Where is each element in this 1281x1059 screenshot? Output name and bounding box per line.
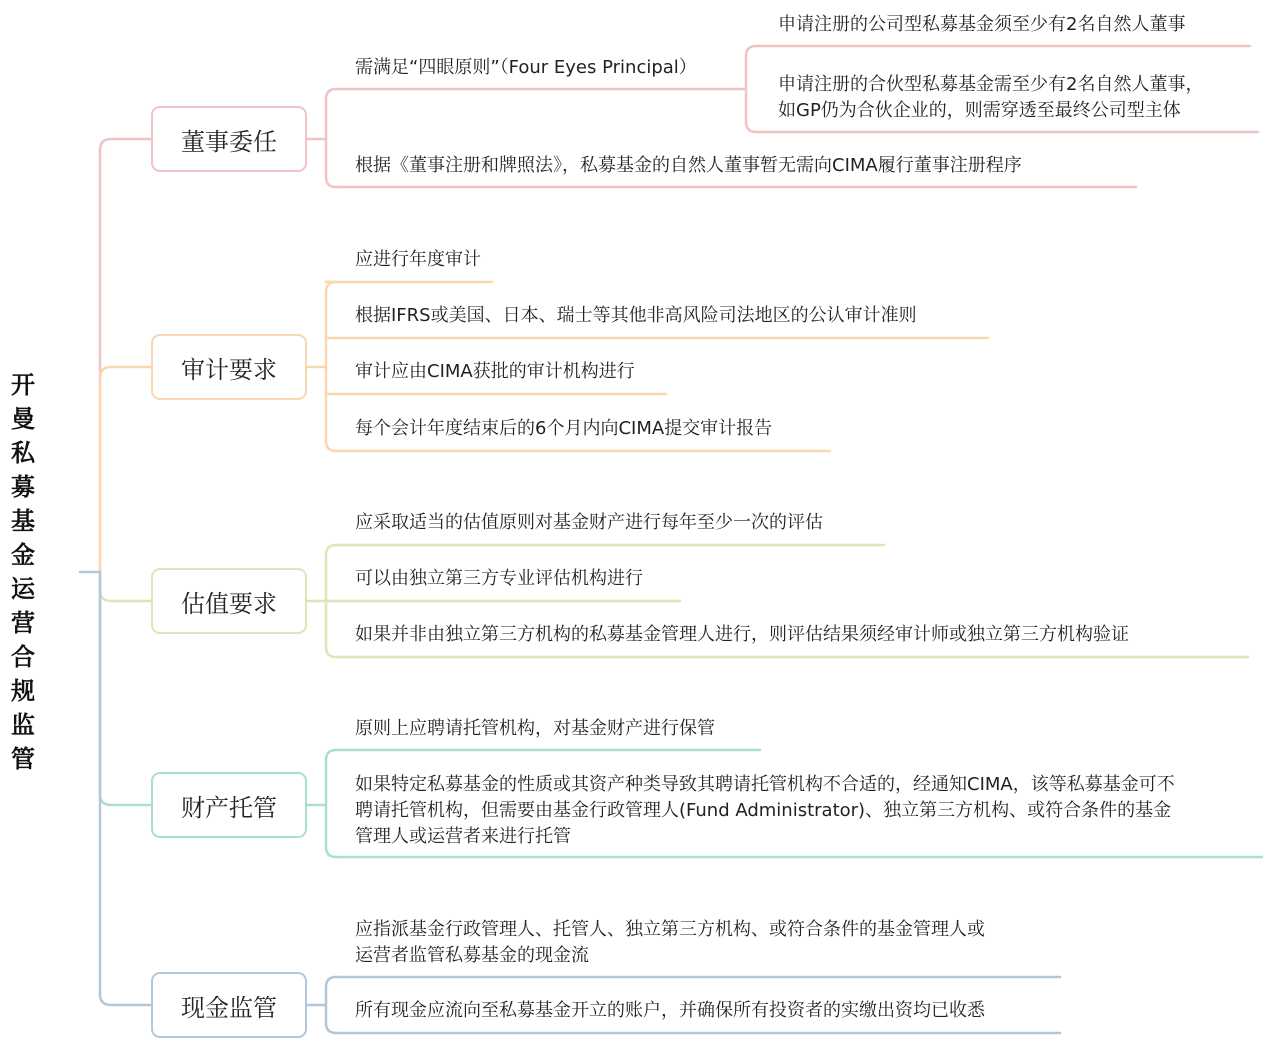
cash-leaf-appoint-monitor bbox=[355, 917, 985, 969]
custody-leaf-exception-line-3: 管理人或运营者来进行托管 bbox=[355, 826, 571, 847]
branch-1-sub-spine bbox=[746, 46, 756, 132]
branch-node-audit[interactable]: 审计要求 bbox=[151, 334, 307, 400]
valuation-leaf-annual: 应采取适当的估值原则对基金财产进行每年至少一次的评估 bbox=[355, 512, 823, 533]
trunk-connector-4 bbox=[100, 572, 151, 805]
cash-leaf-accounts: 所有现金应流向至私募基金开立的账户，并确保所有投资者的实缴出资均已收悉 bbox=[355, 1000, 985, 1021]
custody-leaf-principle: 原则上应聘请托管机构，对基金财产进行保管 bbox=[355, 718, 715, 739]
cash-leaf-appoint-monitor-line-1: 应指派基金行政管理人、托管人、独立第三方机构、或符合条件的基金管理人或 bbox=[355, 919, 985, 940]
directors-leaf-four-eyes: 需满足“四眼原则”（Four Eyes Principal） bbox=[355, 57, 697, 78]
valuation-leaf-verification: 如果并非由独立第三方机构的私募基金管理人进行，则评估结果须经审计师或独立第三方机构验证 bbox=[355, 624, 1129, 645]
branch-5-spine bbox=[326, 977, 336, 1033]
directors-subleaf-partnership-line-2: 如GP仍为合伙企业的，则需穿透至最终公司型主体 bbox=[778, 100, 1181, 121]
trunk-connector-5 bbox=[100, 572, 151, 1005]
audit-leaf-report-deadline: 每个会计年度结束后的6个月内向CIMA提交审计报告 bbox=[355, 418, 773, 439]
trunk-connector-1 bbox=[100, 139, 151, 572]
branch-node-directors[interactable]: 董事委任 bbox=[151, 106, 307, 172]
branch-1-spine bbox=[326, 89, 336, 187]
cash-leaf-appoint-monitor-line-2: 运营者监管私募基金的现金流 bbox=[355, 945, 589, 966]
trunk-connector-2 bbox=[100, 367, 151, 572]
custody-leaf-exception-line-1: 如果特定私募基金的性质或其资产种类导致其聘请托管机构不合适的，经通知CIMA，该等私募基金可不 bbox=[355, 774, 1175, 795]
root-title: 开曼私募基金运营合规监管 bbox=[11, 371, 35, 773]
custody-leaf-exception-line-2: 聘请托管机构，但需要由基金行政管理人(Fund Administrator)、独立第三方机构、或符合条件的基金 bbox=[355, 800, 1172, 821]
branch-node-cash-monitoring[interactable]: 现金监管 bbox=[151, 972, 307, 1038]
directors-subleaf-company: 申请注册的公司型私募基金须至少有2名自然人董事 bbox=[778, 14, 1186, 35]
audit-leaf-annual: 应进行年度审计 bbox=[355, 249, 481, 270]
valuation-leaf-third-party: 可以由独立第三方专业评估机构进行 bbox=[355, 568, 643, 589]
directors-leaf-registration-law: 根据《董事注册和牌照法》，私募基金的自然人董事暂无需向CIMA履行董事注册程序 bbox=[355, 155, 1022, 176]
directors-subleaf-partnership-line-1: 申请注册的合伙型私募基金需至少有2名自然人董事， bbox=[778, 74, 1204, 95]
branch-4-spine bbox=[326, 750, 336, 857]
branch-node-valuation[interactable]: 估值要求 bbox=[151, 568, 307, 634]
audit-leaf-standards: 根据IFRS或美国、日本、瑞士等其他非高风险司法地区的公认审计准则 bbox=[355, 305, 917, 326]
trunk-connector-3 bbox=[100, 572, 151, 601]
custody-leaf-exception bbox=[355, 772, 1175, 850]
branch-2-spine bbox=[326, 282, 336, 451]
directors-subleaf-partnership bbox=[778, 72, 1203, 124]
audit-leaf-approved-auditor: 审计应由CIMA获批的审计机构进行 bbox=[355, 361, 635, 382]
branch-node-custody[interactable]: 财产托管 bbox=[151, 772, 307, 838]
